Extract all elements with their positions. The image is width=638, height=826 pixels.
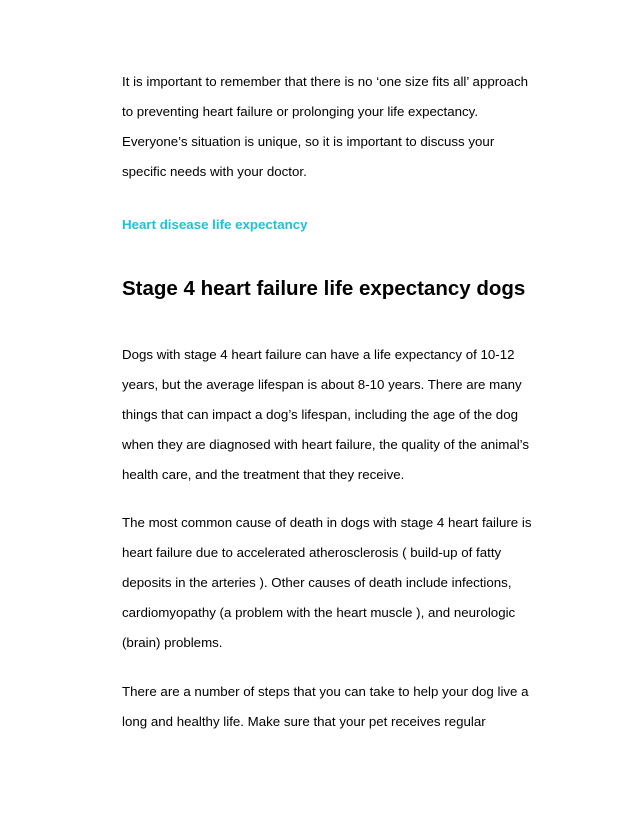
heart-disease-life-expectancy-link[interactable]: Heart disease life expectancy — [122, 217, 308, 232]
text-line: specific needs with your doctor. — [122, 164, 307, 179]
text-line: Dogs with stage 4 heart failure can have a life expectancy of 10-12 — [122, 347, 515, 362]
text-line: There are a number of steps that you can take to help your dog live a — [122, 684, 529, 699]
text-line: years, but the average lifespan is about 8-10 years. There are many — [122, 377, 522, 392]
text-line: It is important to remember that there is no ‘one size fits all’ approach — [122, 74, 528, 89]
text-line: heart failure due to accelerated atherosclerosis ( build-up of fatty — [122, 545, 502, 560]
text-line: long and healthy life. Make sure that your pet receives regular — [122, 714, 486, 729]
page-heading: Stage 4 heart failure life expectancy dogs — [122, 277, 526, 300]
text-line: to preventing heart failure or prolonging your life expectancy. — [122, 104, 479, 119]
text-line: The most common cause of death in dogs with stage 4 heart failure is — [122, 515, 532, 530]
text-line: when they are diagnosed with heart failure, the quality of the animal’s — [122, 437, 530, 452]
text-line: cardiomyopathy (a problem with the heart muscle ), and neurologic — [122, 605, 516, 620]
text-line: deposits in the arteries ). Other causes of death include infections, — [122, 575, 512, 590]
text-line: things that can impact a dog’s lifespan, including the age of the dog — [122, 407, 518, 422]
text-line: Everyone’s situation is unique, so it is important to discuss your — [122, 134, 495, 149]
text-line: health care, and the treatment that they receive. — [122, 467, 405, 482]
text-line: (brain) problems. — [122, 635, 223, 650]
